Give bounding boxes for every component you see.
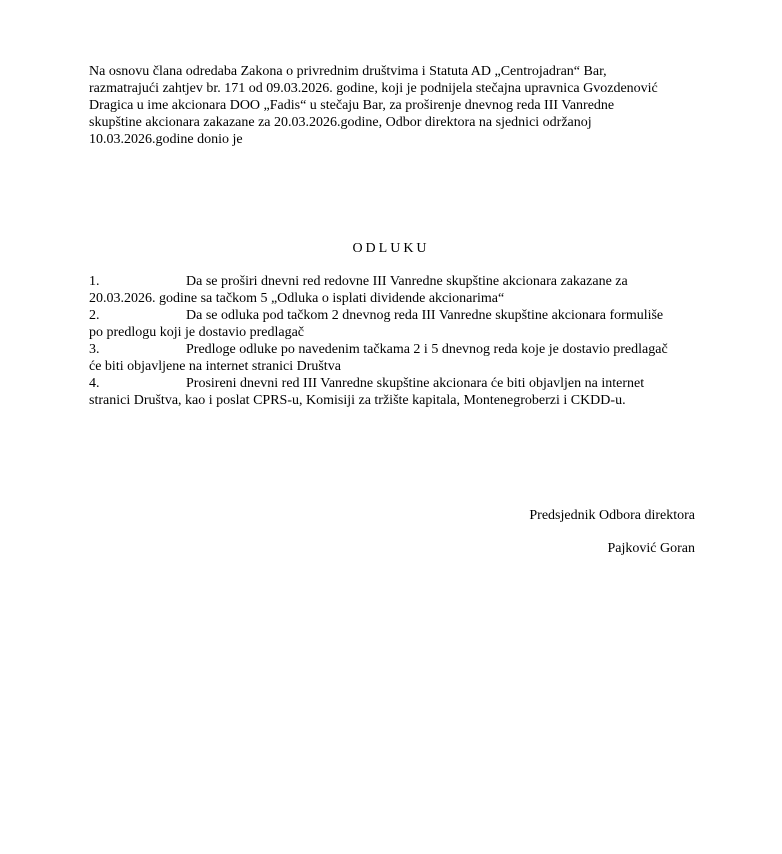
signature-title: Predsjednik Odbora direktora bbox=[529, 508, 695, 523]
decision-item-text: Da se proširi dnevni red redovne III Vanredne skupštine akcionara zakazane za bbox=[186, 274, 628, 289]
decision-item-number: 4. bbox=[89, 376, 100, 391]
decision-item-continuation: će biti objavljene na internet stranici Društva bbox=[89, 359, 341, 374]
decision-item bbox=[89, 341, 704, 375]
intro-line: Na osnovu člana odredaba Zakona o privrednim društvima i Statuta AD „Centrojadran“ Bar, bbox=[89, 64, 607, 79]
decision-item-continuation: po predlogu koji je dostavio predlagač bbox=[89, 325, 304, 340]
intro-line: 10.03.2026.godine donio je bbox=[89, 132, 243, 147]
intro-line: razmatrajući zahtjev br. 171 od 09.03.2026. godine, koji je podnijela stečajna upravnica Gvozdenović bbox=[89, 81, 658, 96]
decision-item-first-row bbox=[89, 273, 704, 290]
decision-item-first-row bbox=[89, 341, 704, 358]
decision-item-first-row bbox=[89, 307, 704, 324]
decision-item-number: 3. bbox=[89, 342, 100, 357]
decision-item bbox=[89, 273, 704, 307]
decision-item-number: 2. bbox=[89, 308, 100, 323]
intro-line: skupštine akcionara zakazane za 20.03.2026.godine, Odbor direktora na sjednici održanoj bbox=[89, 115, 592, 130]
decision-item bbox=[89, 375, 704, 409]
decision-item-text: Da se odluka pod tačkom 2 dnevnog reda III Vanredne skupštine akcionara formuliše bbox=[186, 308, 664, 323]
decision-item-number: 1. bbox=[89, 274, 100, 289]
decision-items bbox=[89, 273, 704, 409]
decision-item-first-row bbox=[89, 375, 704, 392]
decision-item-continuation: stranici Društva, kao i poslat CPRS-u, Komisiji za tržište kapitala, Montenegroberzi i CKDD-u. bbox=[89, 393, 626, 408]
decision-item-text: Predloge odluke po navedenim tačkama 2 i 5 dnevnog reda koje je dostavio predlagač bbox=[186, 342, 668, 357]
decision-item-text: Prosireni dnevni red III Vanredne skupštine akcionara će biti objavljen na internet bbox=[186, 376, 645, 391]
signature-name: Pajković Goran bbox=[607, 541, 695, 556]
intro-line: Dragica u ime akcionara DOO „Fadis“ u stečaju Bar, za proširenje dnevnog reda III Vanredne bbox=[89, 98, 615, 113]
decision-item-continuation: 20.03.2026. godine sa tačkom 5 „Odluka o isplati dividende akcionarima“ bbox=[89, 291, 505, 306]
decision-title: ODLUKU bbox=[352, 241, 430, 256]
decision-item bbox=[89, 307, 704, 341]
intro-paragraph bbox=[89, 63, 704, 148]
